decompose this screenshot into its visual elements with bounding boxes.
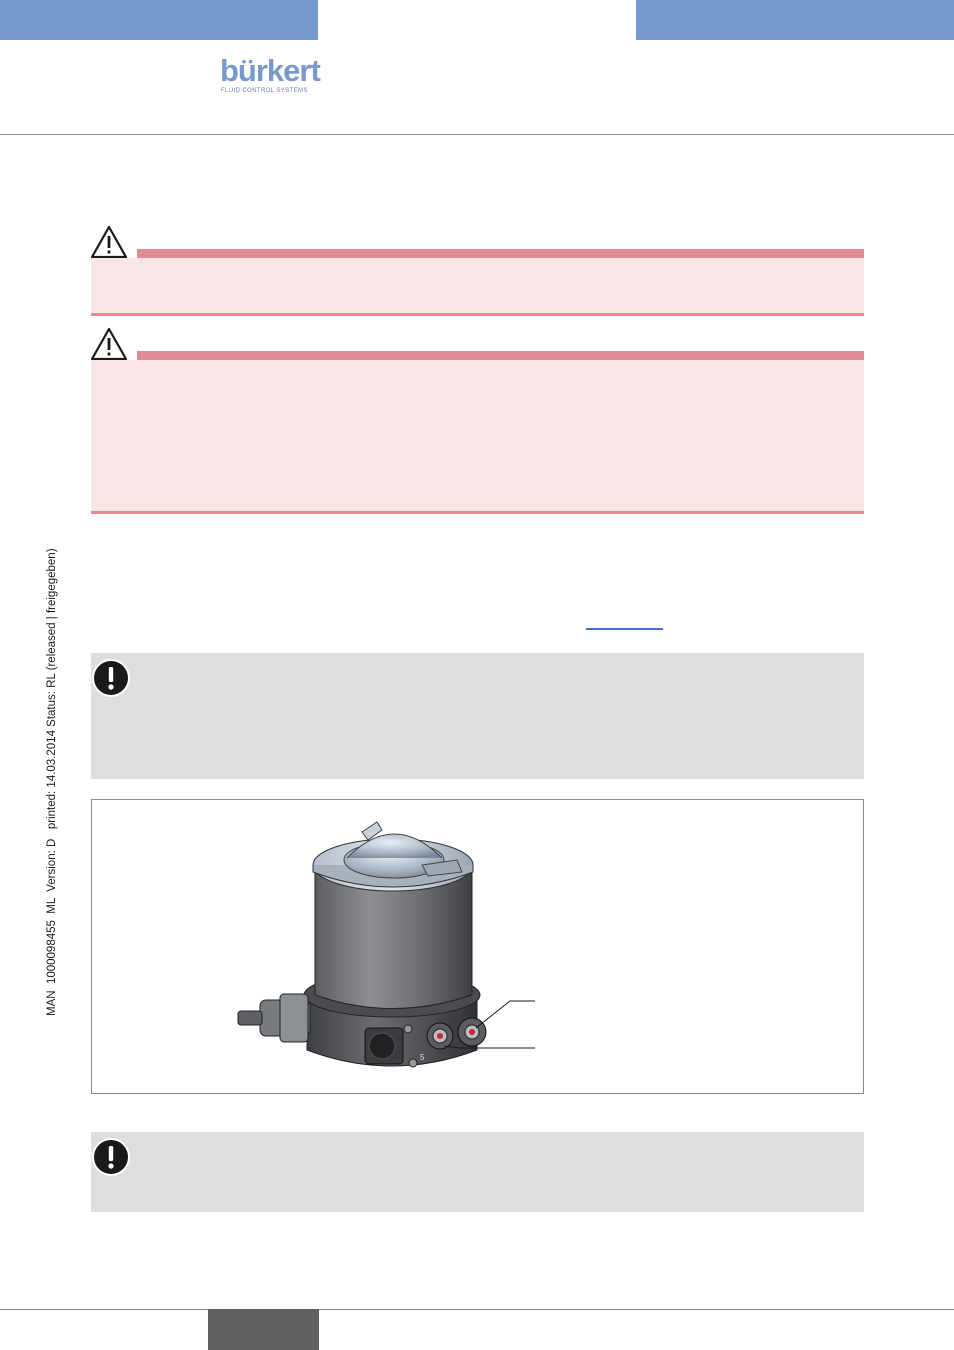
document-info-vertical: MAN 1000098455 ML Version: D printed: 14.03.2014 Status: RL (released | freigegeben) (46, 548, 58, 1016)
warning-strip (137, 351, 864, 360)
warning-strip (137, 249, 864, 258)
positioner-device-drawing (232, 810, 692, 1090)
logo-tagline: FLUID CONTROL SYSTEMS (221, 88, 308, 94)
hyperlink-underline[interactable] (586, 628, 663, 630)
header-bar-left (0, 0, 318, 40)
figure-frame (91, 799, 864, 1094)
footer-divider (0, 1309, 954, 1310)
logo-wordmark: bürkert (220, 53, 320, 88)
burkert-logo (220, 55, 320, 97)
warning-triangle-icon (90, 225, 128, 259)
warning-box (91, 360, 864, 514)
header-bar-right (636, 0, 954, 40)
exclamation-circle-icon (91, 658, 131, 698)
note-box (91, 1132, 864, 1212)
header-divider (0, 134, 954, 135)
port-label: 5 (420, 1053, 425, 1062)
warning-box (91, 258, 864, 316)
exclamation-circle-icon (91, 1137, 131, 1177)
warning-triangle-icon (90, 327, 128, 361)
note-box (91, 653, 864, 779)
footer-tab (208, 1309, 319, 1350)
